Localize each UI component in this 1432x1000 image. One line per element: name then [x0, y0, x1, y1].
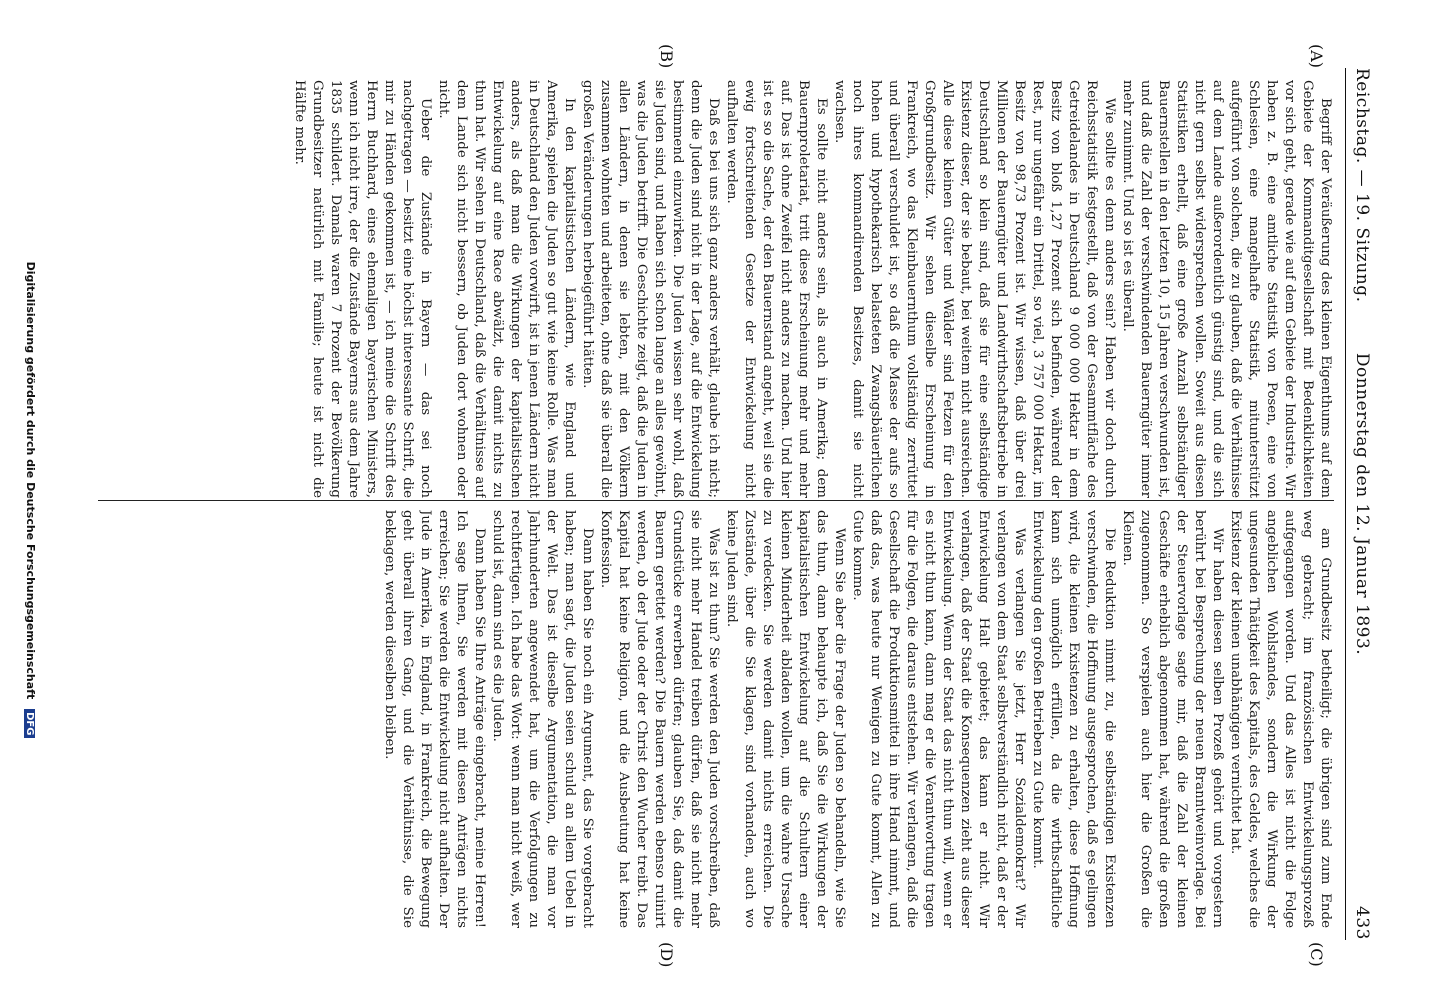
left-text-column [94, 80, 1334, 498]
paragraph: Was verlangen Sie jetzt, Herr Sozialdemokrat? Wir verlangen von dem Staat selbstverständlich nicht, daß er der Entwickelung Halt gebietet; das kann er nicht. Wir verlangen, daß der Staat die Konsequenzen zieht aus dieser Entwickelung. Wenn der Staat das nicht thun will, wenn er es nicht thun kann, dann mag er die Verantwortung tragen für die Folgen, die daraus entstehen. Wir verlangen, daß die Gesellschaft die Produktionsmittel in ihre Hand nimmt, und daß das, was heute nur Wenigen zu Gute kommt, Allen zu Gute komme. [850, 510, 1027, 928]
paragraph: Daß es bei uns sich ganz anders verhält, glaube ich nicht; denn die Juden sind nicht in der Lage, auf die Entwickelung bestimmend einzuwirken. Die Juden wissen sehr wohl, daß sie Juden sind, und haben sich schon lange an alles gewöhnt, was die Juden betrifft. Die Geschichte zeigt, daß die Juden in allen Ländern, in denen sie lebten, mit den Völkern zusammen wohnten und arbeiteten, ohne daß sie überall die großen Veränderungen herbeigeführt hätten. [580, 80, 721, 498]
paragraph: Es sollte nicht anders sein, als auch in Amerika; dem Bauernproletariat, tritt diese Erscheinung mehr und mehr auf. Das ist ohne Zweifel nicht anders zu machen. Und hier ist es so die Sache, der den Bauernstand angeht, weil sie die ewig fortschreitenden Gesetze der Entwickelung nicht aufhalten werden. [724, 80, 829, 498]
paragraph: Die Reduktion nimmt zu, die selbständigen Existenzen verschwinden, die Hoffnung ausgesprochen, daß es gelingen wird, die kleinen Existenzen zu erhalten, diese Hoffnung kann sich unmöglich erfüllen, da die wirthschaftliche Entwickelung den großen Betrieben zu Gute kommt. [1030, 510, 1117, 928]
right-text-column [94, 510, 1334, 928]
margin-marker-d: (D) [657, 942, 676, 968]
paragraph: Wenn Sie aber die Frage der Juden so behandeln, wie Sie das thun, dann behaupte ich, daß Sie die Wirkungen der kapitalistischen Entwickelung auf die Schultern einer kleinen Minderheit abladen wollen, um die wahre Ursache zu verdecken. Sie werden damit nichts erreichen. Die Zustände, über die Sie klagen, sind vorhanden, auch wo keine Juden sind. [724, 510, 847, 928]
paragraph: Wie sollte es denn anders sein? Haben wir doch durch Reichsstatistik festgestellt, daß von der Gesammtfläche des Getreidelandes in Deutschland 9 000 000 Hektar in dem Besitz von bloß 1,27 Prozent sich befinden, während der Rest, nur ungefähr ein Drittel, so viel, 3 757 000 Hektar, im Besitz von 98,73 Prozent ist. Wir wissen, daß über drei Millionen der Bauerngüter und Landwirthschaftsbetriebe in Deutschland so klein sind, daß sie für eine selbständige Existenz dieser, der sie bebaut, bei weitem nicht ausreichen. Alle diese kleinen Güter und Wälder sind Fetzen für den Großgrundbesitz. Wir sehen dieselbe Erscheinung in Frankreich, wo das Kleinbauernthum vollständig zerrüttet und überall verschuldet ist, so daß die Masse der aufs so hohen und hypothekarisch belasteten Zwangsbäuerlichen noch ihres kommandirenden Besitzes, damit sie nicht wachsen. [832, 80, 1117, 498]
margin-marker-c: (C) [1307, 942, 1326, 967]
header-session: Reichstag. — 19. Sitzung. [1352, 68, 1372, 303]
page-header [1345, 68, 1376, 940]
column-divider [98, 500, 1334, 501]
rotated-scanned-page [16, 20, 1416, 980]
paragraph: Wir haben diesen selben Prozeß gehört und vorgestern berührt bei Besprechung der neuen Branntweinvorlage. Bei der Steuervorlage sagte mir, daß die Zahl der kleinen Geschäfte erheblich abgenommen hat, während die großen zugenommen. So verspielen auch hier die Großen die Kleinen. [1120, 510, 1225, 928]
header-page-number: 433 [1352, 906, 1372, 940]
paragraph: Was ist zu thun? Sie werden den Juden vorschreiben, daß sie nicht mehr Handel treiben dürfen, daß sie nicht mehr Grundstücke erwerben dürfen; glauben Sie, daß damit die Bauern gerettet werden? Die Bauern werden ebenso ruinirt werden, ob der Jude oder der Christ den Wucher treibt. Das Kapital hat keine Religion, und die Ausbeutung hat keine Konfession. [598, 510, 721, 928]
footer-text: Digitalisierung gefördert durch die Deutsche Forschungsgemeinschaft [24, 261, 37, 700]
margin-marker-b: (B) [657, 44, 676, 69]
paragraph: Dann haben Sie Ihre Anträge eingebracht, meine Herren! Ich sage Ihnen, Sie werden mit diesen Anträgen nichts erreichen; Sie werden die Entwickelung nicht aufhalten. Der Jude in Amerika, in England, in Frankreich, die Bewegung geht überall ihren Gang, und die Verhältnisse, die Sie beklagen, werden dieselben bleiben. [382, 510, 487, 928]
paragraph: am Grundbesitz betheiligt; die übrigen sind zum Ende weg gebracht; im französischen Entwickelungsprozeß aufgegangen worden. Und das Alles ist nicht die Folge angeblichen Wohlstandes, sondern die Wirkung der ungesunden Thätigkeit des Kapitals, des Geldes, welches die Existenz der kleinen unabhängigen vernichtet hat. [1228, 510, 1333, 928]
dfg-logo: DFG [25, 709, 36, 738]
margin-marker-a: (A) [1307, 44, 1326, 69]
digitization-footer [24, 20, 37, 980]
paragraph: In den kapitalistischen Ländern, wie England und Amerika, spielen die Juden so gut wie keine Rolle. Was man in Deutschland den Juden vorwirft, ist in jenen Ländern nicht anders, als daß man die Wirkungen der kapitalistischen Entwickelung auf eine Race abwälzt, die damit nichts zu thun hat. Wir sehen in Deutschland, daß die Verhältnisse auf dem Lande sich nicht bessern, ob Juden dort wohnen oder nicht. [436, 80, 577, 498]
paragraph: Ueber die Zustände in Bayern — das sei noch nachgetragen — besitzt eine höchst interessante Schrift, die mir zu Händen gekommen ist, — ich meine die Schrift des Herrn Buchhard, eines ehemaligen bayerischen Ministers, wenn ich nicht irre, der die Zustände Bayerns aus dem Jahre 1835 schildert. Damals waren 7 Prozent der Bevölkerung Grundbesitzer natürlich mit Familie; heute ist nicht die Hälfte mehr. [292, 80, 433, 498]
paragraph: Begriff der Veräußerung des kleinen Eigenthums auf dem Gebiete der Kommanditgesellschaft mit Bedenklichkeiten vor sich geht, gerade wie auf dem Gebiete der Industrie. Wir haben z. B. eine amtliche Statistik von Posen, eine von Schlesien, eine mangelhafte Statistik, mitunterstützt aufgeführt von solchen, die zu glauben, daß die Verhältnisse auf dem Lande außerordentlich günstig sind, und die sich nicht gern selbst widersprechen wollen. Soweit aus diesen Statistiken erhellt, daß eine große Anzahl selbständiger Bauernstellen in den letzten 10, 15 Jahren verschwunden ist, und daß die Zahl der verschwindenden Bauerngüter immer mehr zunimmt. Und so ist es überall. [1120, 80, 1333, 498]
header-date: Donnerstag den 12. Januar 1893. [1352, 352, 1372, 656]
paragraph: Dann haben Sie noch ein Argument, das Sie vorgebracht haben; man sagt, die Juden seien schuld an allem Uebel in der Welt. Das ist dieselbe Argumentation, die man vor Jahrhunderten angewendet hat, um die Verfolgungen zu rechtfertigen. Ich habe das Wort: wenn man nicht weiß, wer schuld ist, dann sind es die Juden. [490, 510, 595, 928]
